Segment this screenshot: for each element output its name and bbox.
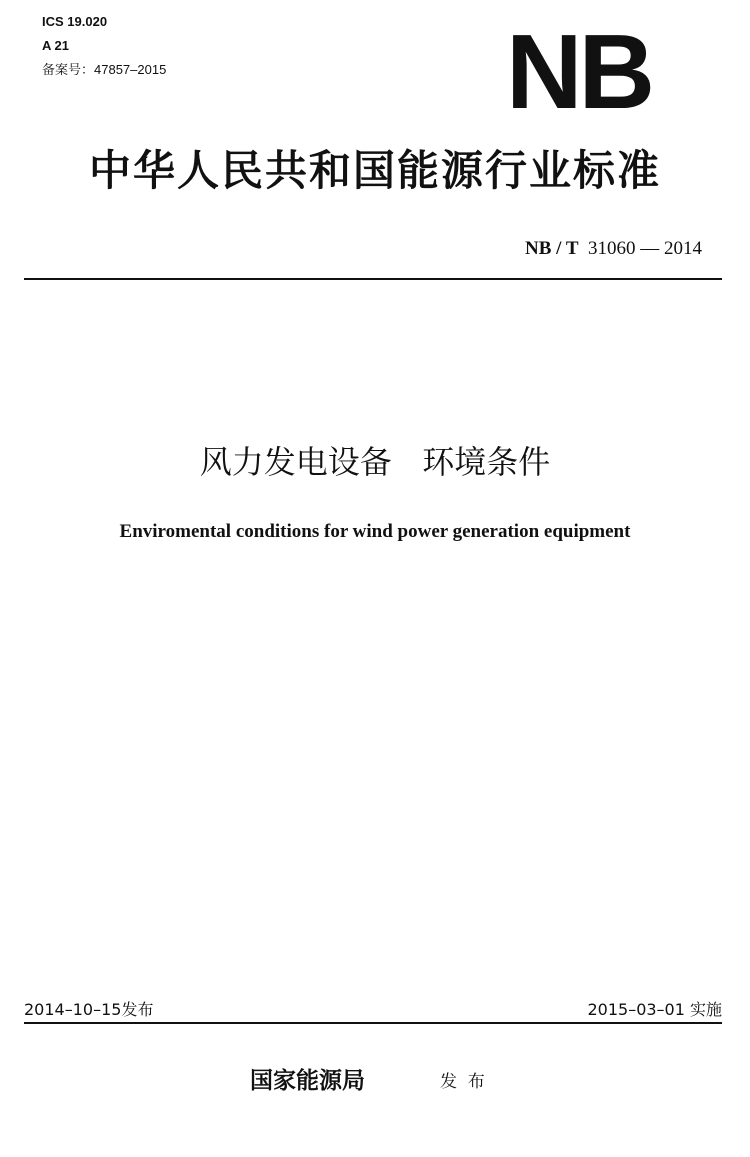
nb-logo: NB (506, 13, 652, 131)
ccs-code: A 21 (42, 38, 69, 53)
standard-category-title: 中华人民共和国能源行业标准 (88, 146, 661, 195)
document-title-cn: 风力发电设备 环境条件 (199, 443, 551, 481)
issue-label: 发 布 (440, 1072, 485, 1092)
standard-number-value: 31060 — 2014 (588, 238, 702, 259)
standard-number-prefix: NB / T (524, 238, 579, 259)
bottom-divider (24, 1022, 722, 1024)
implementation-date: 2015–03–01 实施 (587, 1000, 722, 1019)
record-number: 备案号：47857–2015 (42, 62, 167, 77)
ics-code: ICS 19.020 (42, 14, 108, 29)
issuing-authority: 国家能源局 (250, 1067, 365, 1094)
top-divider (24, 278, 722, 280)
issue-date: 2014–10–15发布 (24, 1000, 154, 1019)
document-title-en: Enviromental conditions for wind power generation equipment (119, 521, 631, 542)
standard-number (525, 238, 702, 260)
